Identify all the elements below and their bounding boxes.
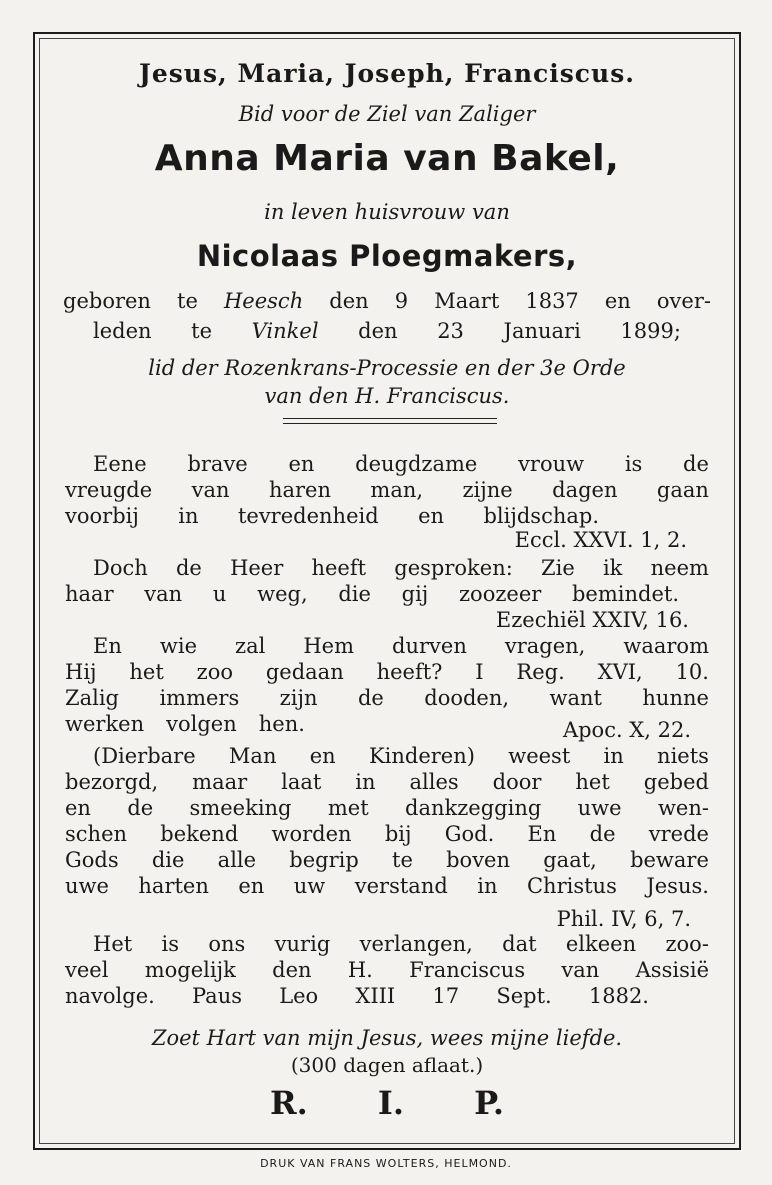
verse-word: gedaan xyxy=(265,660,344,684)
rip-initials xyxy=(270,1084,504,1122)
verse-word: werken xyxy=(65,712,145,736)
word: den xyxy=(358,319,398,343)
verse-word: maar xyxy=(192,770,248,794)
verse-word: blijdschap. xyxy=(483,504,599,528)
verse-line xyxy=(93,452,709,476)
rip-letter: I. xyxy=(377,1084,404,1122)
verse-word: de xyxy=(683,452,709,476)
verse-word: 17 xyxy=(432,984,460,1008)
verse-word: En xyxy=(93,634,122,658)
verse-word: 10. xyxy=(675,660,709,684)
verse-line xyxy=(65,478,709,502)
verse-word: gij xyxy=(401,582,429,606)
verse-word: begrip xyxy=(289,848,359,872)
scripture-ref-apoc: Apoc. X, 22. xyxy=(562,718,691,742)
verse-line xyxy=(65,504,599,528)
verse-line xyxy=(65,848,709,872)
verse-word: wen- xyxy=(657,796,709,820)
verse-word: vragen, xyxy=(504,634,586,658)
verse-word: vurig xyxy=(274,932,331,956)
indulgence-note: (300 dagen aflaat.) xyxy=(290,1053,484,1077)
verse-word: gebed xyxy=(643,770,709,794)
verse-word: in xyxy=(178,504,199,528)
printer-imprint: DRUK VAN FRANS WOLTERS, HELMOND. xyxy=(260,1157,512,1170)
verse-word: verstand xyxy=(354,874,448,898)
verse-word: Gods xyxy=(65,848,119,872)
verse-word: bij xyxy=(384,822,412,846)
verse-line xyxy=(65,770,709,794)
verse-word: verlangen, xyxy=(359,932,473,956)
verse-line xyxy=(93,556,709,580)
verse-word: weest xyxy=(508,744,571,768)
verse-word: worden xyxy=(271,822,352,846)
word: geboren xyxy=(63,289,151,313)
verse-word: haar xyxy=(65,582,114,606)
verse-word: heeft xyxy=(311,556,367,580)
verse-word: is xyxy=(161,932,180,956)
verse-word: Zalig xyxy=(65,686,119,710)
verse-line xyxy=(93,634,709,658)
verse-word: ik xyxy=(602,556,623,580)
verse-word: Sept. xyxy=(496,984,552,1008)
verse-word: boven xyxy=(446,848,511,872)
verse-word: En xyxy=(527,822,557,846)
word: Januari xyxy=(503,319,581,343)
verse-word: Jesus. xyxy=(646,874,709,898)
verse-word: weg, xyxy=(257,582,308,606)
verse-word: XVI, xyxy=(597,660,643,684)
verse-word: is xyxy=(624,452,643,476)
verse-word: navolge. xyxy=(65,984,155,1008)
verse-word: en xyxy=(418,504,445,528)
verse-word: Hem xyxy=(303,634,354,658)
relation-text: in leven huisvrouw van xyxy=(264,200,510,224)
verse-word: en xyxy=(288,452,315,476)
word: leden xyxy=(93,319,152,343)
verse-word: wie xyxy=(159,634,197,658)
verse-word: brave xyxy=(187,452,248,476)
verse-line xyxy=(65,686,709,710)
word: Vinkel xyxy=(251,319,319,343)
verse-word: vrouw xyxy=(518,452,585,476)
membership-line-1: lid der Rozenkrans-Processie en der 3e Orde xyxy=(148,356,626,380)
verse-word: gaan xyxy=(656,478,709,502)
verse-word: Hij xyxy=(65,660,97,684)
verse-word: te xyxy=(392,848,413,872)
verse-word: die xyxy=(151,848,185,872)
verse-word: laat xyxy=(281,770,322,794)
verse-word: dooden, xyxy=(424,686,510,710)
word: en xyxy=(604,289,631,313)
verse-word: dagen xyxy=(552,478,618,502)
verse-word: durven xyxy=(392,634,467,658)
verse-word: en xyxy=(309,744,336,768)
word: Heesch xyxy=(223,289,304,313)
word: over- xyxy=(656,289,711,313)
verse-word: immers xyxy=(159,686,240,710)
verse-word: de xyxy=(175,556,202,580)
verse-word: zijn xyxy=(279,686,318,710)
verse-word: zoo xyxy=(196,660,233,684)
verse-word: dat xyxy=(502,932,537,956)
verse-word: veel xyxy=(65,958,109,982)
card-border xyxy=(33,32,741,1150)
verse-word: zoo- xyxy=(665,932,709,956)
verse-word: H. xyxy=(347,958,373,982)
prayer-intro: Bid voor de Ziel van Zaliger xyxy=(238,102,536,126)
word: te xyxy=(177,289,198,313)
scripture-ref-phil: Phil. IV, 6, 7. xyxy=(556,907,691,931)
scripture-ref-ezech: Ezechiël XXIV, 16. xyxy=(495,608,689,632)
verse-word: niets xyxy=(657,744,709,768)
verse-line xyxy=(65,822,709,846)
verse-line xyxy=(93,744,709,768)
verse-word: gesproken: xyxy=(394,556,513,580)
verse-word: in xyxy=(355,770,376,794)
verse-word: want xyxy=(549,686,602,710)
verse-word: met xyxy=(327,796,369,820)
verse-word: zoozeer xyxy=(458,582,542,606)
verse-word: dankzegging xyxy=(405,796,542,820)
rip-letter: R. xyxy=(270,1084,308,1122)
word: 23 xyxy=(437,319,464,343)
scripture-ref-eccl: Eccl. XXVI. 1, 2. xyxy=(514,528,687,552)
verse-word: uwe xyxy=(577,796,622,820)
verse-word: Reg. xyxy=(516,660,565,684)
verse-word: Man xyxy=(228,744,277,768)
verse-word: vrede xyxy=(648,822,709,846)
verse-word: vreugde xyxy=(65,478,153,502)
verse-word: Doch xyxy=(93,556,148,580)
verse-line xyxy=(93,932,709,956)
verse-line xyxy=(65,984,649,1008)
word: 1837 xyxy=(525,289,579,313)
verse-word: I xyxy=(475,660,484,684)
verse-line xyxy=(65,712,305,736)
verse-word: van xyxy=(144,582,183,606)
verse-word: gaat, xyxy=(543,848,597,872)
verse-word: bekend xyxy=(160,822,239,846)
verse-word: Het xyxy=(93,932,133,956)
deceased-name: Anna Maria van Bakel, xyxy=(154,138,620,179)
verse-word: Kinderen) xyxy=(368,744,475,768)
verse-word: volgen xyxy=(166,712,237,736)
double-rule-divider xyxy=(283,418,497,428)
verse-word: de xyxy=(589,822,616,846)
verse-word: en xyxy=(238,874,265,898)
verse-word: neem xyxy=(650,556,709,580)
verse-word: voorbij xyxy=(65,504,139,528)
verse-line xyxy=(65,874,709,898)
verse-word: bemindet. xyxy=(571,582,679,606)
verse-word: Franciscus xyxy=(409,958,526,982)
verse-word: beware xyxy=(630,848,709,872)
verse-word: Christus xyxy=(526,874,617,898)
verse-word: Eene xyxy=(93,452,147,476)
verse-word: en xyxy=(65,796,91,820)
verse-word: uwe xyxy=(65,874,109,898)
verse-word: hen. xyxy=(258,712,305,736)
verse-word: alle xyxy=(217,848,257,872)
verse-word: Assisië xyxy=(635,958,709,982)
verse-word: schen xyxy=(65,822,128,846)
verse-word: harten xyxy=(138,874,209,898)
verse-word: zal xyxy=(235,634,266,658)
husband-name: Nicolaas Ploegmakers, xyxy=(196,239,578,273)
verse-word: den xyxy=(272,958,312,982)
rip-letter: P. xyxy=(474,1084,504,1122)
verse-word: haren xyxy=(268,478,331,502)
verse-word: alles xyxy=(409,770,459,794)
verse-word: XIII xyxy=(355,984,396,1008)
verse-word: door xyxy=(492,770,542,794)
verse-word: elkeen xyxy=(565,932,637,956)
verse-word: waarom xyxy=(623,634,709,658)
verse-word: de xyxy=(127,796,154,820)
verse-word: hunne xyxy=(642,686,709,710)
verse-word: Leo xyxy=(279,984,319,1008)
membership-line-2: van den H. Franciscus. xyxy=(264,384,510,408)
verse-word: 1882. xyxy=(588,984,649,1008)
word: Maart xyxy=(434,289,500,313)
verse-word: (Dierbare xyxy=(93,744,196,768)
verse-word: de xyxy=(357,686,384,710)
verse-word: Zie xyxy=(541,556,575,580)
verse-word: Paus xyxy=(192,984,243,1008)
birth-death-line-2 xyxy=(93,319,681,343)
verse-word: smeeking xyxy=(189,796,292,820)
verse-word: het xyxy=(575,770,610,794)
verse-word: u xyxy=(212,582,227,606)
verse-word: mogelijk xyxy=(144,958,236,982)
verse-word: heeft? xyxy=(376,660,443,684)
verse-word: van xyxy=(561,958,600,982)
verse-word: God. xyxy=(444,822,495,846)
verse-word: bezorgd, xyxy=(65,770,159,794)
verse-word: deugdzame xyxy=(355,452,478,476)
word: 1899; xyxy=(620,319,681,343)
verse-line xyxy=(65,958,709,982)
word: den xyxy=(329,289,369,313)
verse-word: Heer xyxy=(230,556,284,580)
verse-line xyxy=(65,582,679,606)
ejaculation-prayer: Zoet Hart van mijn Jesus, wees mijne liefde. xyxy=(151,1026,623,1050)
verse-word: ons xyxy=(208,932,246,956)
birth-death-line-1 xyxy=(63,289,711,313)
word: te xyxy=(191,319,213,343)
verse-word: het xyxy=(129,660,164,684)
verse-word: tevredenheid xyxy=(237,504,379,528)
verse-word: die xyxy=(338,582,371,606)
verse-word: man, xyxy=(370,478,424,502)
verse-word: uw xyxy=(293,874,326,898)
invocation-heading: Jesus, Maria, Joseph, Franciscus. xyxy=(139,59,635,88)
verse-word: in xyxy=(477,874,498,898)
verse-word: zijne xyxy=(462,478,513,502)
verse-line xyxy=(65,796,709,820)
word: 9 xyxy=(394,289,409,313)
verse-line xyxy=(65,660,709,684)
verse-word: in xyxy=(603,744,624,768)
verse-word: van xyxy=(191,478,230,502)
